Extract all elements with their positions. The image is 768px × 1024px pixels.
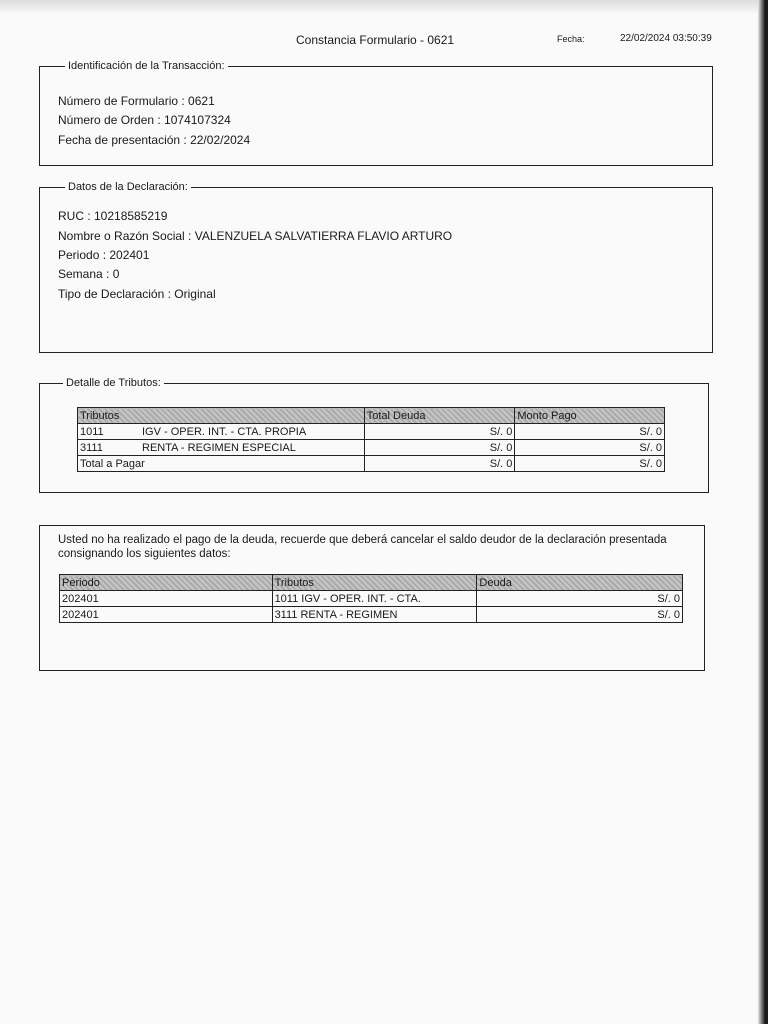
header-monto-pago: Monto Pago	[515, 408, 665, 424]
table-header-row	[60, 575, 683, 591]
header-periodo: Periodo	[60, 575, 273, 591]
tax-detail-table	[77, 407, 665, 472]
header-tributos: Tributos	[272, 575, 477, 591]
tax-debt: S/. 0	[364, 440, 515, 456]
payment-debt: S/. 0	[477, 607, 683, 623]
table-row	[60, 591, 683, 607]
header-total-deuda: Total Deuda	[364, 408, 515, 424]
form-number-line: Número de Formulario : 0621	[58, 94, 215, 108]
order-number-line: Número de Orden : 1074107324	[58, 113, 231, 127]
total-label: Total a Pagar	[78, 456, 365, 472]
payment-tax: 3111 RENTA - REGIMEN	[272, 607, 477, 623]
payment-tax: 1011 IGV - OPER. INT. - CTA.	[272, 591, 477, 607]
table-row	[78, 424, 665, 440]
tax-detail-legend: Detalle de Tributos:	[63, 376, 164, 390]
declaration-legend: Datos de la Declaración:	[65, 180, 191, 194]
payment-debt: S/. 0	[477, 591, 683, 607]
date-value: 22/02/2024 03:50:39	[620, 33, 712, 44]
total-debt: S/. 0	[364, 456, 515, 472]
total-payment: S/. 0	[515, 456, 665, 472]
transaction-legend: Identificación de la Transacción:	[65, 59, 228, 73]
table-row	[60, 607, 683, 623]
table-header-row	[78, 408, 665, 424]
tax-cell	[78, 424, 365, 440]
filing-date-line: Fecha de presentación : 22/02/2024	[58, 133, 251, 147]
header-deuda: Deuda	[477, 575, 683, 591]
period-line: Periodo : 202401	[58, 248, 150, 262]
pending-payment-notice: Usted no ha realizado el pago de la deuda, recuerde que deberá cancelar el saldo deudor de la declaración presentada consignando los siguientes datos:	[58, 534, 667, 560]
tax-code: 1011	[80, 425, 104, 438]
week-line: Semana : 0	[58, 267, 120, 281]
tax-desc: RENTA - REGIMEN ESPECIAL	[142, 441, 296, 454]
tax-debt: S/. 0	[364, 424, 515, 440]
tax-desc: IGV - OPER. INT. - CTA. PROPIA	[142, 425, 307, 438]
header-tributos: Tributos	[78, 408, 365, 424]
scan-right-edge	[758, 0, 768, 1024]
declaration-type-line: Tipo de Declaración : Original	[58, 287, 216, 301]
payment-period: 202401	[60, 607, 273, 623]
payment-period: 202401	[60, 591, 273, 607]
total-row	[78, 456, 665, 472]
ruc-line: RUC : 10218585219	[58, 209, 168, 223]
date-label: Fecha:	[557, 34, 585, 44]
tax-cell	[78, 440, 365, 456]
tax-payment: S/. 0	[515, 440, 665, 456]
table-row	[78, 440, 665, 456]
tax-payment: S/. 0	[515, 424, 665, 440]
scan-top-shadow	[0, 0, 768, 14]
pending-payment-table	[59, 574, 683, 623]
page-title: Constancia Formulario - 0621	[296, 33, 455, 47]
taxpayer-name-line: Nombre o Razón Social : VALENZUELA SALVATIERRA FLAVIO ARTURO	[58, 229, 453, 243]
tax-code: 3111	[80, 441, 103, 454]
